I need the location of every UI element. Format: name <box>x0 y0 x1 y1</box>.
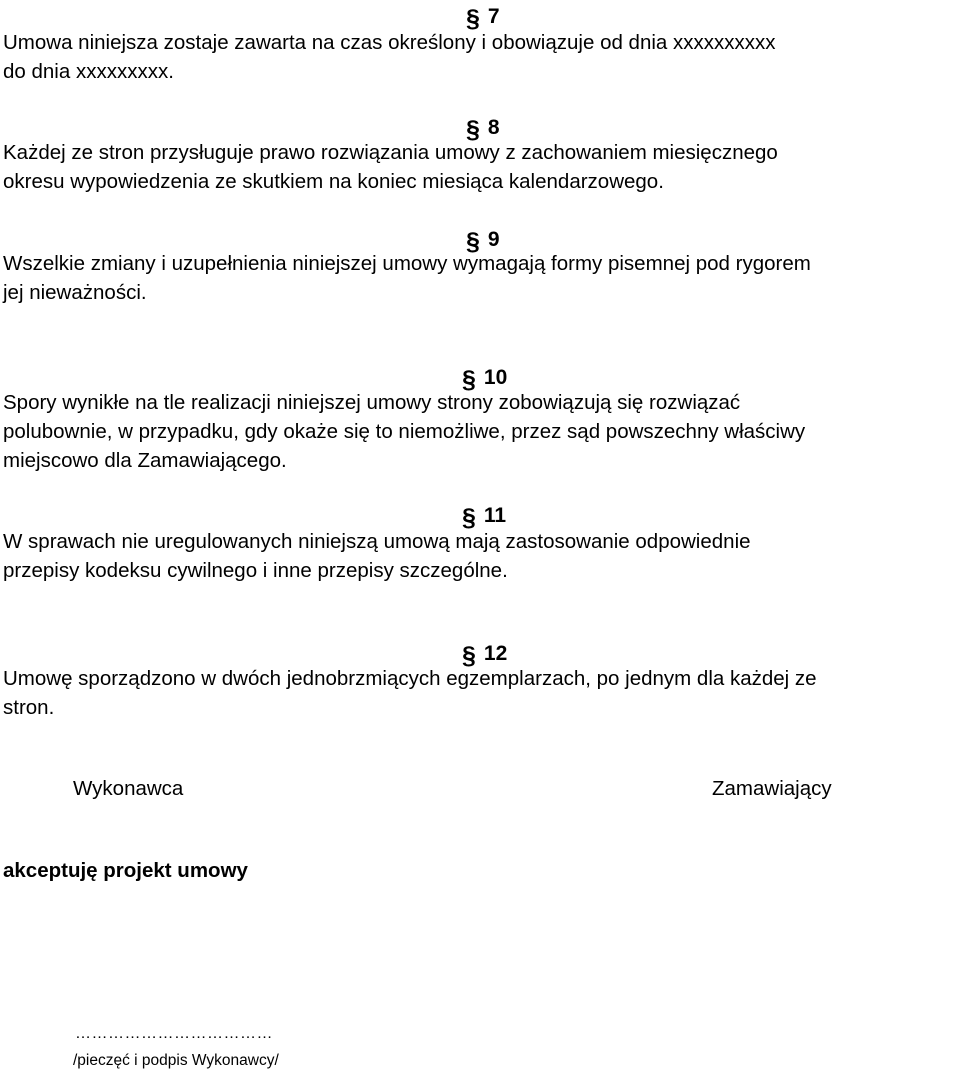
section-sign: § <box>466 5 480 33</box>
section-12-heading <box>462 640 508 670</box>
acceptance-heading: akceptuję projekt umowy <box>3 859 248 882</box>
section-number: 7 <box>487 5 500 28</box>
section-number: 12 <box>483 642 508 665</box>
section-8-text <box>3 138 958 196</box>
text-line: W sprawach nie uregulowanych niniejszą umową mają zastosowanie odpowiednie <box>3 530 751 553</box>
section-12-text <box>3 664 958 722</box>
text-line: Spory wynikłe na tle realizacji niniejszej umowy strony zobowiązują się rozwiązać <box>3 391 741 414</box>
section-11-heading <box>462 502 507 532</box>
text-line: Każdej ze stron przysługuje prawo rozwiązania umowy z zachowaniem miesięcznego <box>3 141 778 164</box>
section-10-heading <box>462 364 508 394</box>
section-number: 11 <box>483 504 507 527</box>
contractor-signature-label: Wykonawca <box>73 777 184 800</box>
text-line: Umowę sporządzono w dwóch jednobrzmiących egzemplarzach, po jednym dla każdej ze <box>3 667 817 690</box>
text-line: polubownie, w przypadku, gdy okaże się to niemożliwe, przez sąd powszechny właściwy <box>3 420 806 443</box>
section-10-text <box>3 388 958 475</box>
section-7-text <box>3 28 958 86</box>
section-number: 10 <box>483 366 508 389</box>
section-9-text <box>3 249 958 307</box>
text-line: miejscowo dla Zamawiającego. <box>3 449 287 472</box>
section-8-heading <box>466 114 500 144</box>
text-line: okresu wypowiedzenia ze skutkiem na koniec miesiąca kalendarzowego. <box>3 170 664 193</box>
stamp-caption: /pieczęć i podpis Wykonawcy/ <box>73 1052 279 1069</box>
section-sign: § <box>462 366 476 394</box>
section-number: 8 <box>487 116 500 139</box>
section-7-heading <box>466 3 500 33</box>
client-signature-label: Zamawiający <box>712 777 832 800</box>
text-line: Wszelkie zmiany i uzupełnienia niniejszej umowy wymagają formy pisemnej pod rygorem <box>3 252 811 275</box>
text-line: stron. <box>3 696 55 719</box>
text-line: do dnia xxxxxxxxx. <box>3 60 174 83</box>
section-sign: § <box>466 116 480 144</box>
section-number: 9 <box>487 228 500 251</box>
section-sign: § <box>462 642 476 670</box>
text-line: jej nieważności. <box>3 281 147 304</box>
signature-line: ……………………………… <box>75 1025 273 1042</box>
section-11-text <box>3 527 958 585</box>
section-sign: § <box>466 228 480 256</box>
text-line: Umowa niniejsza zostaje zawarta na czas określony i obowiązuje od dnia xxxxxxxxxx <box>3 31 776 54</box>
section-sign: § <box>462 504 476 532</box>
text-line: przepisy kodeksu cywilnego i inne przepisy szczególne. <box>3 559 508 582</box>
